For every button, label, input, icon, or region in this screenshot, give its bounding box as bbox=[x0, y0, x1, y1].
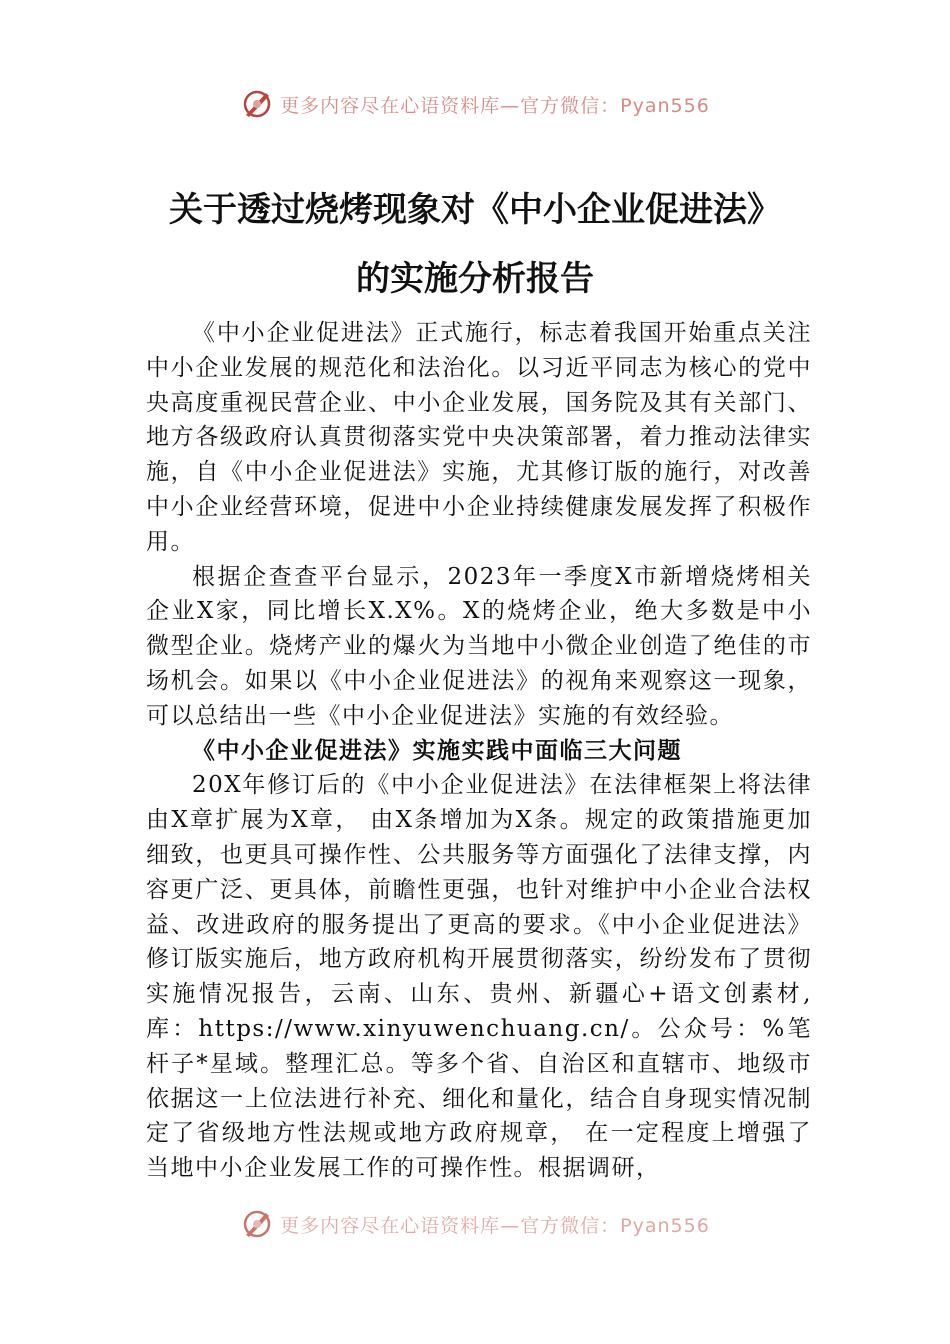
pen-circle-logo-icon bbox=[240, 87, 274, 121]
paragraph-1: 《中小企业促进法》正式施行，标志着我国开始重点关注中小企业发展的规范化和法治化。以习近平同志为核心的党中央高度重视民营企业、中小企业发展，国务院及其有关部门、地方各级政府认真贯彻落实党中央决策部署，着力推动法律实施，自《中小企业促进法》实施，尤其修订版的施行，对改善中小企业经营环境，促进中小企业持续健康发展发挥了积极作用。 bbox=[146, 320, 812, 555]
section-heading: 《中小企业促进法》实施实践中面临三大问题 bbox=[192, 736, 682, 764]
paragraph-2: 根据企查查平台显示，2023年一季度X市新增烧烤相关企业X家，同比增长X.X%。X的烧烤企业，绝大多数是中小微型企业。烧烤产业的爆火为当地中小微企业创造了绝佳的市场机会。如果以《中小企业促进法》的视角来观察这一现象，可以总结出一些《中小企业促进法》实施的有效经验。 bbox=[146, 563, 812, 729]
document-title-line-1: 关于透过烧烤现象对《中小企业促进法》 bbox=[169, 190, 781, 230]
paragraph-3: 20X年修订后的《中小企业促进法》在法律框架上将法律由X章扩展为X章， 由X条增加为X条。规定的政策措施更加细致，也更具可操作性、公共服务等方面强化了法律支撑，内容更广泛、更具体，前瞻性更强，也针对维护中小企业合法权益、改进政府的服务提出了更高的要求。《中小企业促进法》修订版实施后，地方政府机构开展贯彻落实，纷纷发布了贯彻实施情况报告，云南、山东、贵州、新疆心+语文创素材,库：https://www.xinyuwenchuang.cn/。公众号：%笔杆子*星域。整理汇总。等多个省、自治区和直辖市、地级市依据这一上位法进行补充、细化和量化，结合自身现实情况制定了省级地方性法规或地方政府规章， 在一定程度上增强了当地中小企业发展工作的可操作性。根据调研， bbox=[146, 772, 812, 1182]
footer-watermark bbox=[0, 1204, 950, 1244]
watermark-text: 更多内容尽在心语资料库—官方微信：Pyan556 bbox=[280, 1214, 710, 1237]
pen-circle-logo-icon bbox=[240, 1207, 274, 1241]
header-watermark bbox=[0, 84, 950, 124]
document-body bbox=[146, 316, 812, 1220]
document-title-line-2: 的实施分析报告 bbox=[356, 259, 594, 299]
watermark-text: 更多内容尽在心语资料库—官方微信：Pyan556 bbox=[280, 94, 710, 117]
